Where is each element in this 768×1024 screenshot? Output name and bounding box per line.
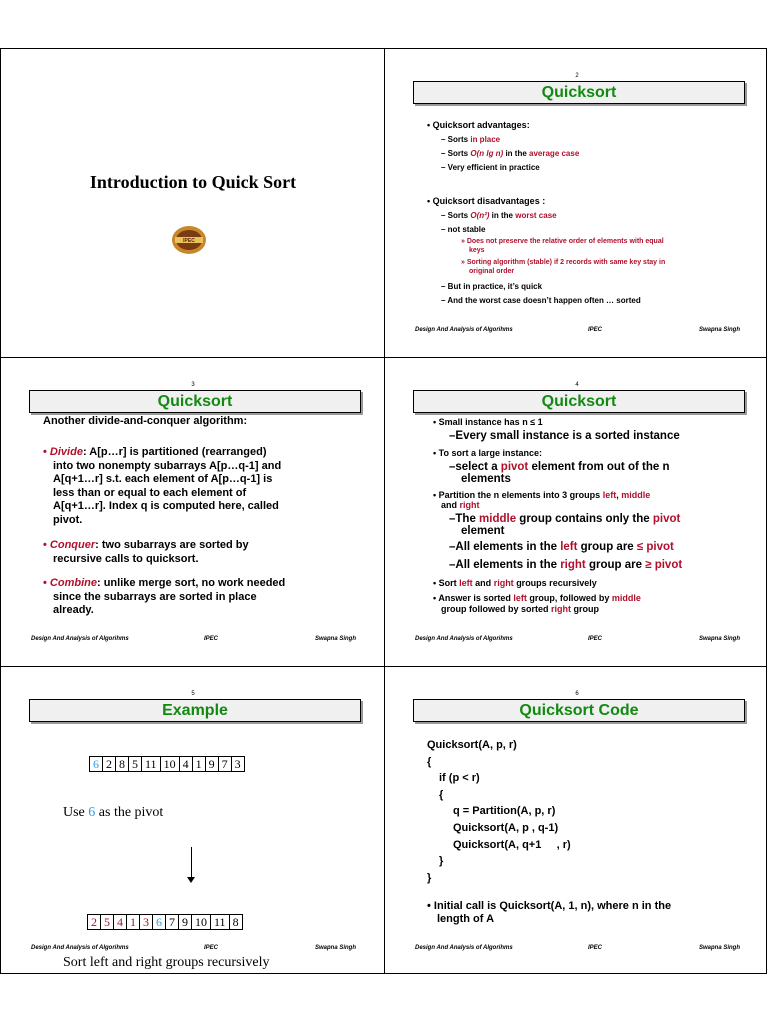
page-number: 2	[575, 73, 579, 79]
divide-block: • Divide: A[p…r] is partitioned (rearranged) into two nonempty subarrays A[p…q-1] and A[q+1…r] s.t. each element of A[p…q-1] is less than or equal to each element of A[q+1…r]. Index q is computed here, called pivot.	[43, 446, 282, 526]
sub-bullet: –The middle group contains only the pivot	[449, 513, 681, 525]
code-block	[427, 737, 571, 886]
code-line: q = Partition(A, p, r)	[453, 805, 556, 818]
slide-1	[1, 49, 385, 357]
page-number: 3	[191, 382, 195, 388]
slide-6: 6 Quicksort Code Quicksort(A, p, r) { if (p < r) { q = Partition(A, p, r) Quicksort(A, p , q-1) Quicksort(A, q+1 , r) } } • Initial call is Quicksort(A, 1, n), where n in the length of A Design And Analysis of Algorihms IPEC Swapna Singh	[385, 667, 768, 975]
slide-title: Example	[29, 699, 361, 722]
array-cell: 2	[87, 914, 100, 930]
ipec-logo-icon	[171, 225, 207, 255]
disadvantages-heading: • Quicksort disadvantages :	[427, 196, 546, 206]
handout-page	[0, 48, 767, 974]
array-cell: 9	[178, 914, 191, 930]
bullet: • Small instance has n ≤ 1	[433, 417, 543, 427]
array-cell: 2	[102, 756, 115, 772]
sub-bullet: –Every small instance is a sorted instance	[449, 430, 680, 442]
intro-text: Another divide-and-conquer algorithm:	[43, 415, 248, 427]
slide-4: 4 Quicksort • Small instance has n ≤ 1 –Every small instance is a sorted instance • To sort a large instance: –select a pivot element from out of the n elements • Partition the n elements into 3 groups left, middle and right –The middle group contains only the pivot element –All elements in the left group are ≤ pivot –All elements in the right group are ≥ pivot • Sort left and right groups recursively • Answer is sorted left group, followed by middle group followed by sorted right group Design And Analysis of Algorihms IPEC Swapna Singh	[385, 358, 768, 666]
recursion-caption: Sort left and right groups recursively	[63, 955, 270, 970]
bullet: • Answer is sorted left group, followed by middle	[433, 593, 641, 603]
arrow-head-icon	[187, 877, 195, 883]
bullet: group followed by sorted right group	[441, 604, 599, 614]
bullet: • To sort a large instance:	[433, 448, 543, 458]
advantage-item: – Sorts O(n lg n) in the average case	[441, 149, 580, 158]
down-arrow-icon	[191, 847, 192, 881]
array-cell: 8	[229, 914, 243, 930]
array-cell: 11	[141, 756, 160, 772]
advantage-item: – Very efficient in practice	[441, 163, 540, 172]
sub-bullet: –All elements in the right group are ≥ pivot	[449, 559, 683, 571]
sub-item: » Does not preserve the relative order of elements with equal	[461, 238, 664, 245]
slide-title: Quicksort Code	[413, 699, 745, 722]
code-line: }	[439, 855, 444, 868]
array-cell: 6	[89, 756, 102, 772]
code-line: Quicksort(A, q+1 , r)	[453, 838, 571, 851]
initial-call-note: • Initial call is Quicksort(A, 1, n), where n in the	[427, 900, 672, 912]
code-line: }	[427, 871, 432, 884]
sub-item: original order	[469, 268, 515, 275]
page-number: 5	[191, 691, 195, 697]
page-number: 4	[575, 382, 579, 388]
array-cell: 4	[179, 756, 192, 772]
code-line: Quicksort(A, p, r)	[427, 739, 517, 751]
array-cell: 5	[100, 914, 113, 930]
combine-block: • Combine: unlike merge sort, no work needed since the subarrays are sorted in place already.	[43, 577, 286, 616]
array-cell: 8	[115, 756, 128, 772]
slide-3: 3 Quicksort Another divide-and-conquer algorithm: • Divide: A[p…r] is partitioned (rearranged) into two nonempty subarrays A[p…q-1] and A[q+1…r] s.t. each element of A[p…q-1] is less than or equal to each element of A[q+1…r]. Index q is computed here, called pivot. • Conquer: two subarrays are sorted by recursive calls to quicksort. • Combine: unlike merge sort, no work needed since the subarrays are sorted in place already. Design And Analysis of Algorihms IPEC Swapna Singh	[1, 358, 385, 666]
array-cell: 1	[192, 756, 205, 772]
slide-title: Quicksort	[413, 81, 745, 104]
sub-bullet: element	[461, 525, 505, 537]
array-cell: 1	[126, 914, 139, 930]
array-cell: 10	[160, 756, 179, 772]
disadvantage-item: – not stable	[441, 225, 486, 234]
slide-5: 5 Example 6 2 8 5 11 10 4 1 9 7 3 Use 6 as the pivot 2 5 4 1 3 6 7 9 10 11 8 Sort left and right groups recursively Design And Analysis of Algorihms IPEC Swapna Singh	[1, 667, 385, 975]
array-cell: 7	[165, 914, 178, 930]
sub-bullet: –select a pivot element from out of the n	[449, 461, 670, 473]
cover-title: Introduction to Quick Sort	[89, 172, 297, 192]
disadvantage-item: – And the worst case doesn’t happen often … sorted	[441, 296, 641, 305]
bullet: • Sort left and right groups recursively	[433, 578, 597, 588]
array-cell: 9	[205, 756, 218, 772]
bullet: and right	[441, 500, 480, 510]
sub-bullet: elements	[461, 473, 511, 485]
advantages-heading: • Quicksort advantages:	[427, 120, 530, 130]
array-cell: 5	[128, 756, 141, 772]
array-cell: 3	[139, 914, 152, 930]
advantage-item: – Sorts in place	[441, 135, 501, 144]
slide-title: Quicksort	[29, 390, 361, 413]
input-array	[89, 756, 245, 772]
array-cell: 10	[191, 914, 210, 930]
initial-call-note: length of A	[437, 913, 495, 925]
slide-title: Quicksort	[413, 390, 745, 413]
disadvantage-item: – Sorts O(n²) in the worst case	[441, 211, 557, 220]
sub-item: keys	[469, 247, 485, 254]
svg-text:IPEC: IPEC	[183, 238, 195, 244]
array-cell: 7	[218, 756, 231, 772]
code-line: {	[439, 788, 444, 801]
partitioned-array	[87, 914, 243, 930]
bullet: • Partition the n elements into 3 groups left, middle	[433, 490, 651, 500]
array-cell: 11	[210, 914, 229, 930]
array-cell: 4	[113, 914, 126, 930]
code-line: {	[427, 755, 432, 768]
page-number: 6	[575, 691, 579, 697]
array-cell: 3	[231, 756, 245, 772]
conquer-block: • Conquer: two subarrays are sorted by recursive calls to quicksort.	[43, 539, 249, 565]
array-cell: 6	[152, 914, 165, 930]
sub-bullet: –All elements in the left group are ≤ pivot	[449, 541, 674, 553]
code-line: if (p < r)	[439, 772, 480, 785]
disadvantage-item: – But in practice, it’s quick	[441, 282, 543, 291]
code-line: Quicksort(A, p , q-1)	[453, 821, 559, 834]
sub-item: » Sorting algorithm (stable) if 2 records with same key stay in	[461, 259, 666, 266]
slide-2: 2 Quicksort • Quicksort advantages: – Sorts in place – Sorts O(n lg n) in the average case – Very efficient in practice • Quicksort disadvantages : – Sorts O(n²) in the worst case – not stable » Does not preserve the relative order of elements with equal keys » Sorting algorithm (stable) if 2 records with same key stay in original order – But in practice, it’s quick – And the worst case doesn’t happen often … sorted Design And Analysis of Algorihms IPEC Swapna Singh	[385, 49, 768, 357]
pivot-caption: Use 6 as the pivot	[63, 805, 164, 820]
